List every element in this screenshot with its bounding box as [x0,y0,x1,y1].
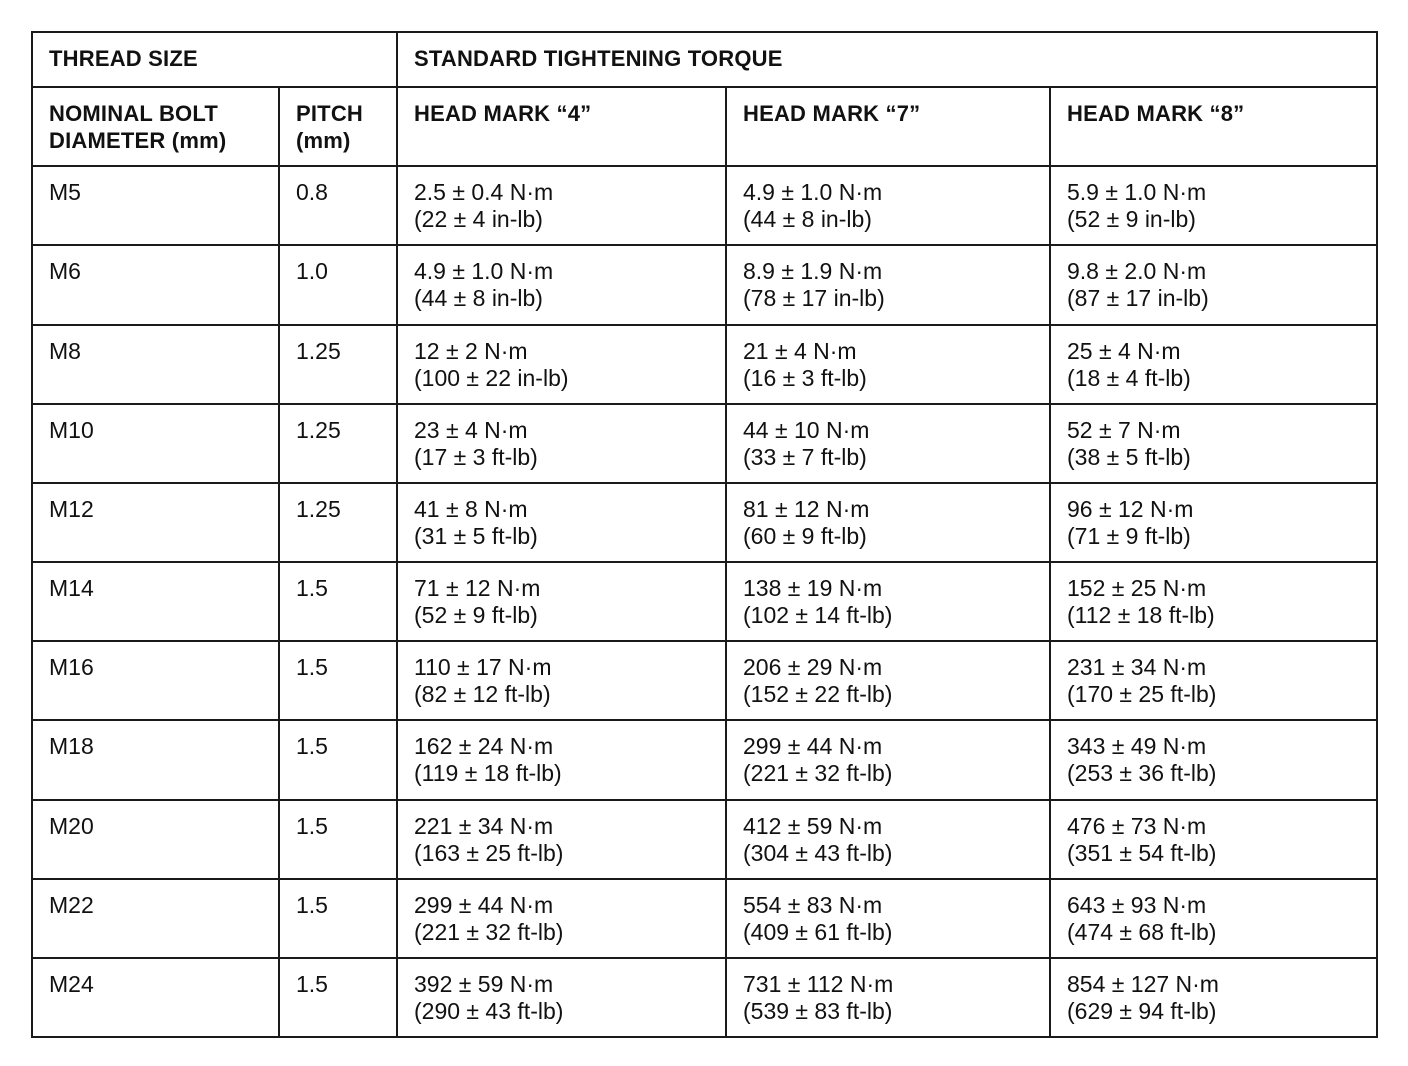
bolt-size-cell [32,879,279,958]
torque-metric: 8.9 ± 1.9 N·m [743,258,883,285]
header-row-columns [32,87,1377,166]
bolt-size-value: M16 [49,654,94,681]
torque-metric: 12 ± 2 N·m [414,337,528,364]
torque-imperial: (17 ± 3 ft-lb) [414,443,538,470]
bolt-size-value: M12 [49,495,94,522]
torque-imperial: (52 ± 9 in-lb) [1067,206,1196,233]
head-mark-4-cell [397,958,726,1037]
table-row [32,245,1377,324]
head-mark-8-cell [1050,404,1377,483]
torque-metric: 81 ± 12 N·m [743,495,870,522]
torque-metric: 206 ± 29 N·m [743,654,883,681]
head-mark-4-label: HEAD MARK “4” [414,101,592,127]
bolt-size-cell [32,958,279,1037]
torque-imperial: (290 ± 43 ft-lb) [414,997,564,1024]
head-mark-8-cell [1050,325,1377,404]
pitch-label-line2: (mm) [296,128,351,154]
bolt-size-cell [32,720,279,799]
pitch-value: 1.5 [296,812,328,839]
torque-metric: 21 ± 4 N·m [743,337,857,364]
torque-metric: 52 ± 7 N·m [1067,416,1181,443]
pitch-value: 1.5 [296,891,328,918]
torque-imperial: (119 ± 18 ft-lb) [414,760,562,787]
table-row [32,879,1377,958]
head-mark-8-header [1050,87,1377,166]
head-mark-8-cell [1050,562,1377,641]
torque-imperial: (253 ± 36 ft-lb) [1067,760,1217,787]
pitch-value: 1.0 [296,258,328,285]
torque-imperial: (112 ± 18 ft-lb) [1067,602,1215,629]
torque-metric: 392 ± 59 N·m [414,970,554,997]
torque-imperial: (31 ± 5 ft-lb) [414,522,538,549]
bolt-size-value: M14 [49,575,94,602]
pitch-header [279,87,397,166]
pitch-cell [279,483,397,562]
torque-imperial: (152 ± 22 ft-lb) [743,681,893,708]
table-row [32,958,1377,1037]
torque-imperial: (351 ± 54 ft-lb) [1067,839,1217,866]
torque-metric: 221 ± 34 N·m [414,812,554,839]
torque-metric: 2.5 ± 0.4 N·m [414,179,554,206]
thread-size-label: THREAD SIZE [49,46,198,71]
bolt-size-cell [32,404,279,483]
pitch-value: 1.25 [296,495,341,522]
torque-metric: 71 ± 12 N·m [414,575,541,602]
bolt-size-value: M5 [49,179,81,206]
diameter-header [32,87,279,166]
table-row [32,404,1377,483]
bolt-size-value: M24 [49,970,94,997]
torque-imperial: (100 ± 22 in-lb) [414,364,569,391]
torque-imperial: (221 ± 32 ft-lb) [743,760,893,787]
head-mark-4-cell [397,245,726,324]
torque-table-body [32,32,1377,1037]
torque-metric: 554 ± 83 N·m [743,891,883,918]
torque-metric: 412 ± 59 N·m [743,812,883,839]
bolt-size-cell [32,325,279,404]
torque-imperial: (38 ± 5 ft-lb) [1067,443,1191,470]
pitch-value: 1.5 [296,733,328,760]
head-mark-4-cell [397,879,726,958]
head-mark-4-cell [397,404,726,483]
head-mark-8-cell [1050,800,1377,879]
head-mark-8-cell [1050,641,1377,720]
bolt-size-value: M18 [49,733,94,760]
torque-imperial: (629 ± 94 ft-lb) [1067,997,1217,1024]
head-mark-4-header [397,87,726,166]
table-row [32,325,1377,404]
head-mark-7-cell [726,958,1050,1037]
pitch-value: 1.5 [296,970,328,997]
torque-imperial: (71 ± 9 ft-lb) [1067,522,1191,549]
pitch-cell [279,879,397,958]
head-mark-8-cell [1050,245,1377,324]
torque-imperial: (304 ± 43 ft-lb) [743,839,893,866]
torque-metric: 643 ± 93 N·m [1067,891,1207,918]
bolt-size-cell [32,245,279,324]
torque-imperial: (52 ± 9 ft-lb) [414,602,538,629]
torque-imperial: (102 ± 14 ft-lb) [743,602,893,629]
torque-metric: 96 ± 12 N·m [1067,495,1194,522]
pitch-cell [279,641,397,720]
pitch-value: 0.8 [296,179,328,206]
torque-metric: 23 ± 4 N·m [414,416,528,443]
pitch-value: 1.25 [296,337,341,364]
bolt-size-value: M8 [49,337,81,364]
torque-metric: 343 ± 49 N·m [1067,733,1207,760]
torque-metric: 231 ± 34 N·m [1067,654,1207,681]
pitch-cell [279,562,397,641]
pitch-value: 1.5 [296,575,328,602]
torque-metric: 162 ± 24 N·m [414,733,554,760]
torque-metric: 25 ± 4 N·m [1067,337,1181,364]
head-mark-7-cell [726,166,1050,245]
pitch-cell [279,325,397,404]
torque-metric: 4.9 ± 1.0 N·m [414,258,554,285]
pitch-cell [279,166,397,245]
torque-metric: 299 ± 44 N·m [743,733,883,760]
torque-metric: 476 ± 73 N·m [1067,812,1207,839]
head-mark-8-cell [1050,958,1377,1037]
head-mark-7-cell [726,641,1050,720]
thread-size-header [32,32,397,87]
pitch-value: 1.5 [296,654,328,681]
head-mark-7-cell [726,879,1050,958]
torque-imperial: (44 ± 8 in-lb) [743,206,872,233]
head-mark-4-cell [397,325,726,404]
torque-metric: 44 ± 10 N·m [743,416,870,443]
table-row [32,800,1377,879]
bolt-size-cell [32,800,279,879]
torque-imperial: (87 ± 17 in-lb) [1067,285,1209,312]
bolt-size-cell [32,641,279,720]
table-row [32,483,1377,562]
torque-imperial: (82 ± 12 ft-lb) [414,681,551,708]
head-mark-4-cell [397,166,726,245]
torque-table [31,31,1378,1038]
torque-imperial: (539 ± 83 ft-lb) [743,997,893,1024]
head-mark-8-cell [1050,720,1377,799]
standard-torque-label: STANDARD TIGHTENING TORQUE [414,46,783,71]
torque-imperial: (163 ± 25 ft-lb) [414,839,564,866]
bolt-size-value: M22 [49,891,94,918]
torque-metric: 138 ± 19 N·m [743,575,883,602]
head-mark-7-cell [726,245,1050,324]
diameter-label-line1: NOMINAL BOLT [49,101,219,127]
torque-metric: 854 ± 127 N·m [1067,970,1219,997]
head-mark-4-cell [397,641,726,720]
table-row [32,562,1377,641]
pitch-label-line1: PITCH [296,101,363,127]
head-mark-7-cell [726,720,1050,799]
torque-imperial: (78 ± 17 in-lb) [743,285,885,312]
torque-imperial: (33 ± 7 ft-lb) [743,443,867,470]
head-mark-8-cell [1050,483,1377,562]
diameter-label-line2: DIAMETER (mm) [49,128,227,154]
head-mark-8-label: HEAD MARK “8” [1067,101,1245,127]
torque-imperial: (16 ± 3 ft-lb) [743,364,867,391]
pitch-cell [279,720,397,799]
torque-metric: 152 ± 25 N·m [1067,575,1207,602]
torque-metric: 5.9 ± 1.0 N·m [1067,179,1207,206]
torque-imperial: (18 ± 4 ft-lb) [1067,364,1191,391]
torque-imperial: (474 ± 68 ft-lb) [1067,918,1217,945]
torque-metric: 731 ± 112 N·m [743,970,894,997]
pitch-cell [279,958,397,1037]
header-row-title [32,32,1377,87]
torque-imperial: (22 ± 4 in-lb) [414,206,543,233]
head-mark-4-cell [397,720,726,799]
torque-metric: 110 ± 17 N·m [414,654,552,681]
head-mark-7-cell [726,404,1050,483]
head-mark-7-header [726,87,1050,166]
torque-imperial: (44 ± 8 in-lb) [414,285,543,312]
torque-imperial: (170 ± 25 ft-lb) [1067,681,1217,708]
pitch-cell [279,800,397,879]
head-mark-4-cell [397,483,726,562]
bolt-size-cell [32,562,279,641]
torque-metric: 4.9 ± 1.0 N·m [743,179,883,206]
head-mark-7-cell [726,483,1050,562]
torque-imperial: (221 ± 32 ft-lb) [414,918,564,945]
table-row [32,641,1377,720]
pitch-cell [279,245,397,324]
torque-metric: 41 ± 8 N·m [414,495,528,522]
head-mark-4-cell [397,562,726,641]
head-mark-7-label: HEAD MARK “7” [743,101,921,127]
pitch-cell [279,404,397,483]
head-mark-7-cell [726,800,1050,879]
table-row [32,166,1377,245]
pitch-value: 1.25 [296,416,341,443]
head-mark-7-cell [726,562,1050,641]
bolt-size-value: M20 [49,812,94,839]
head-mark-7-cell [726,325,1050,404]
head-mark-8-cell [1050,879,1377,958]
torque-imperial: (60 ± 9 ft-lb) [743,522,867,549]
head-mark-8-cell [1050,166,1377,245]
torque-metric: 9.8 ± 2.0 N·m [1067,258,1207,285]
torque-metric: 299 ± 44 N·m [414,891,554,918]
torque-imperial: (409 ± 61 ft-lb) [743,918,893,945]
standard-torque-header [397,32,1377,87]
bolt-size-value: M10 [49,416,94,443]
table-row [32,720,1377,799]
bolt-size-cell [32,483,279,562]
bolt-size-cell [32,166,279,245]
bolt-size-value: M6 [49,258,81,285]
head-mark-4-cell [397,800,726,879]
